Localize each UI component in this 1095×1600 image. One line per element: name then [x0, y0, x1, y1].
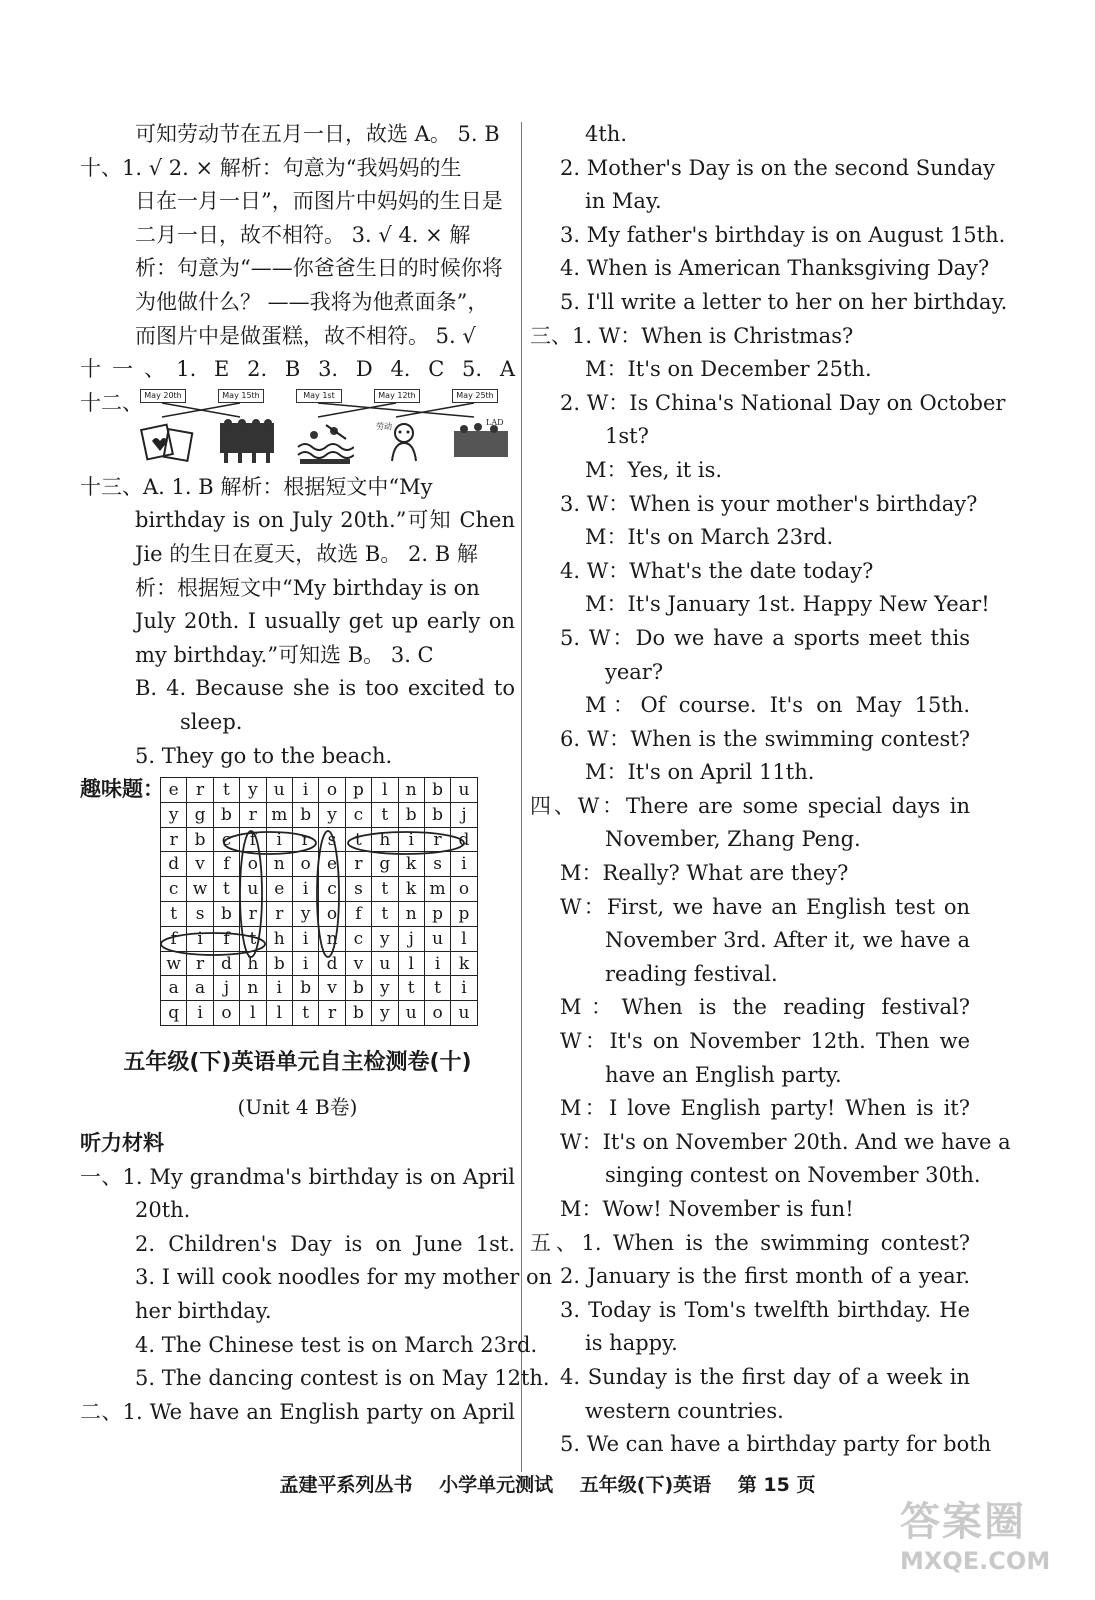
grid-cell: j [451, 802, 477, 827]
date-label-3: May 1st [296, 389, 342, 403]
grid-cell: l [398, 951, 424, 976]
grid-cell: r [266, 902, 292, 927]
grid-cell: p [345, 778, 371, 803]
grid-cell: d [451, 827, 477, 852]
listening-label: 听力材料 [80, 1131, 164, 1156]
left-column [80, 118, 553, 1429]
grid-cell: r [319, 1001, 345, 1026]
grid-cell: y [372, 1001, 398, 1026]
grid-cell: d [213, 951, 239, 976]
grid-cell: s [345, 877, 371, 902]
question-12 [80, 387, 515, 471]
grid-cell: a [161, 976, 187, 1001]
grid-cell: b [345, 976, 371, 1001]
grid-cell: r [187, 951, 213, 976]
runners-picture [218, 417, 276, 465]
grid-cell: r [292, 827, 318, 852]
answer-line: 十、1. √ 2. × 解析：句意为“我妈妈的生 [80, 155, 462, 180]
grid-cell: d [319, 951, 345, 976]
grid-cell: u [372, 951, 398, 976]
transcript-line: singing contest on November 30th. [605, 1163, 981, 1188]
grid-cell: r [240, 802, 266, 827]
grid-cell: d [161, 852, 187, 877]
circled-words [160, 777, 480, 1037]
listening-block [80, 1161, 553, 1430]
grid-cell: n [398, 778, 424, 803]
transcript-line: 3. Today is Tom's twelfth birthday. He [560, 1297, 970, 1322]
transcript-line: M：Of course. It's on May 15th. [585, 693, 970, 718]
watermark-bottom: MXQE.COM [900, 1547, 1051, 1575]
grid-cell: l [266, 1001, 292, 1026]
transcript-line: western countries. [585, 1398, 784, 1423]
test-title: 五年级(下)英语单元自主检测卷(十) [123, 1050, 472, 1076]
grid-cell: m [424, 877, 450, 902]
answer-line: birthday is on July 20th.”可知 Chen [135, 508, 515, 533]
transcript-line: 4th. [585, 122, 627, 146]
grid-cell: c [345, 802, 371, 827]
listening-line: 5. The dancing contest is on May 12th. [135, 1366, 550, 1391]
grid-cell: t [240, 926, 266, 951]
transcript-line: 3. W：When is your mother's birthday? [560, 491, 978, 516]
footer-grade: 五年级(下)英语 [579, 1474, 712, 1496]
footer-series: 孟建平系列丛书 [279, 1474, 413, 1496]
grid-cell: t [372, 877, 398, 902]
grid-cell: b [292, 976, 318, 1001]
grid-cell: f [240, 827, 266, 852]
grid-cell: c [213, 827, 239, 852]
grid-cell: r [424, 827, 450, 852]
grid-cell: b [398, 802, 424, 827]
grid-cell: v [345, 951, 371, 976]
answer-line: 可知劳动节在五月一日，故选 A。 5. B [135, 122, 500, 146]
answer-line: 析：根据短文中“My birthday is on [135, 575, 480, 600]
grid-cell: i [292, 778, 318, 803]
transcript-line: 五、1. When is the swimming contest? [530, 1230, 970, 1255]
grid-cell: t [292, 1001, 318, 1026]
grid-cell: u [240, 877, 266, 902]
transcript-line: 4. W：What's the date today? [560, 558, 874, 583]
test-subtitle: (Unit 4 B卷) [237, 1095, 358, 1120]
svg-text:LAD: LAD [486, 417, 504, 427]
grid-cell: q [161, 1001, 187, 1026]
grid-cell: u [451, 1001, 477, 1026]
grid-cell: b [424, 778, 450, 803]
transcript-line: 4. When is American Thanksgiving Day? [560, 256, 990, 281]
grid-cell: n [266, 852, 292, 877]
transcript-line: 4. Sunday is the first day of a week in [560, 1364, 970, 1389]
grid-cell: i [398, 827, 424, 852]
grid-cell: e [161, 778, 187, 803]
transcript-line: 6. W：When is the swimming contest? [560, 726, 970, 751]
answer-line: Jie 的生日在夏天，故选 B。 2. B 解 [135, 541, 478, 566]
transcript-line: M：Really? What are they? [560, 861, 849, 886]
grid-cell: f [161, 926, 187, 951]
grid-cell: s [319, 827, 345, 852]
matching-lines [140, 387, 510, 419]
grid-cell: p [424, 902, 450, 927]
grid-cell: t [424, 976, 450, 1001]
grid-cell: i [266, 827, 292, 852]
answer-block-b [80, 471, 515, 773]
workers-picture [452, 417, 510, 465]
grid-cell: g [187, 802, 213, 827]
listening-line: 3. I will cook noodles for my mother on [135, 1265, 553, 1290]
date-label-1: May 20th [140, 389, 186, 403]
transcript-line: reading festival. [605, 961, 778, 986]
grid-cell: b [187, 827, 213, 852]
transcript-line: M：When is the reading festival? [560, 995, 970, 1020]
grid-cell: i [292, 877, 318, 902]
grid-cell: e [266, 877, 292, 902]
grid-cell: i [292, 951, 318, 976]
transcript-line: November, Zhang Peng. [605, 827, 861, 852]
grid-cell: s [424, 852, 450, 877]
transcript-line: have an English party. [605, 1062, 842, 1087]
grid-cell: r [240, 902, 266, 927]
transcript-line: M：It's January 1st. Happy New Year! [585, 592, 990, 617]
transcript-line: W：It's on November 12th. Then we [560, 1029, 970, 1054]
grid-cell: b [424, 802, 450, 827]
grid-cell: k [398, 877, 424, 902]
grid-cell: b [213, 902, 239, 927]
grid-cell: r [187, 778, 213, 803]
grid-cell: j [213, 976, 239, 1001]
transcript-line: 1st? [605, 424, 649, 449]
grid-cell: b [213, 802, 239, 827]
grid-cell: t [161, 902, 187, 927]
fun-question-label: 趣味题： [80, 777, 164, 802]
grid-cell: y [161, 802, 187, 827]
grid-cell: t [345, 827, 371, 852]
transcript-line: M：Wow! November is fun! [560, 1197, 854, 1221]
grid-cell: t [213, 877, 239, 902]
grid-cell: n [398, 902, 424, 927]
grid-cell: u [424, 926, 450, 951]
transcript-line: 四、W：There are some special days in [530, 793, 970, 818]
transcript-line: 2. Mother's Day is on the second Sunday [560, 155, 996, 180]
grid-cell: n [319, 926, 345, 951]
transcript-line: is happy. [585, 1331, 678, 1356]
answer-line: 十一、1. E 2. B 3. D 4. C 5. A [80, 357, 515, 382]
grid-cell: c [161, 877, 187, 902]
grid-cell: y [240, 778, 266, 803]
transcript-line: 5. I'll write a letter to her on her birthday. [560, 289, 1008, 314]
grid-cell: h [372, 827, 398, 852]
grid-cell: n [240, 976, 266, 1001]
grid-cell: l [240, 1001, 266, 1026]
grid-cell: p [451, 902, 477, 927]
grid-cell: c [345, 926, 371, 951]
answer-line: sleep. [180, 709, 243, 734]
transcript-line: 2. W：Is China's National Day on October [560, 390, 1006, 415]
grid-cell: y [372, 926, 398, 951]
grid-cell: o [319, 778, 345, 803]
grid-cell: j [398, 926, 424, 951]
grid-cell: i [451, 976, 477, 1001]
right-column [530, 118, 1011, 1462]
grid-cell: v [187, 852, 213, 877]
transcript-line: 3. My father's birthday is on August 15th. [560, 222, 1006, 247]
watermark [900, 1490, 1080, 1590]
grid-cell: a [187, 976, 213, 1001]
grid-cell: v [319, 976, 345, 1001]
grid-cell: w [161, 951, 187, 976]
footer-book: 小学单元测试 [439, 1474, 554, 1496]
listening-line: 二、1. We have an English party on April [80, 1399, 515, 1424]
transcript-line: W：It's on November 20th. And we have a [560, 1129, 1011, 1154]
answer-block-a [80, 118, 515, 387]
grid-cell: k [451, 951, 477, 976]
grid-cell: t [213, 778, 239, 803]
grid-cell: r [345, 852, 371, 877]
listening-line: her birthday. [135, 1299, 272, 1324]
grid-cell: b [266, 951, 292, 976]
transcript-line: W：First, we have an English test on [560, 894, 970, 919]
grid-cell: i [187, 1001, 213, 1026]
grid-cell: o [213, 1001, 239, 1026]
grid-cell: y [292, 902, 318, 927]
grid-cell: o [240, 852, 266, 877]
grid-cell: g [372, 852, 398, 877]
grid-cell: o [451, 877, 477, 902]
grid-cell: o [292, 852, 318, 877]
grid-cell: l [451, 926, 477, 951]
grid-cell: m [266, 802, 292, 827]
grid-cell: y [372, 976, 398, 1001]
grid-cell: r [161, 827, 187, 852]
transcript-line: 2. January is the first month of a year. [560, 1264, 970, 1289]
listening-line: 一、1. My grandma's birthday is on April [80, 1164, 515, 1189]
transcript-line: M：Yes, it is. [585, 457, 723, 482]
grid-cell: e [319, 852, 345, 877]
matching-pictures [140, 387, 510, 469]
answer-line: 二月一日，故不相符。 3. √ 4. × 解 [135, 222, 471, 247]
transcript-line: November 3rd. After it, we have a [605, 928, 970, 953]
boy-picture [374, 417, 432, 465]
grid-cell: f [345, 902, 371, 927]
answer-line: 为他做什么？ ——我将为他煮面条”， [135, 289, 489, 314]
grid-cell: c [319, 877, 345, 902]
answer-line: B. 4. Because she is too excited to [135, 676, 515, 701]
grid-cell: f [213, 852, 239, 877]
grid-cell: u [451, 778, 477, 803]
listening-line: 20th. [135, 1198, 191, 1223]
swimmers-picture [296, 417, 354, 465]
grid-cell: k [398, 852, 424, 877]
answer-line: my birthday.”可知选 B。 3. C [135, 642, 434, 667]
footer-page: 第 15 页 [737, 1474, 816, 1496]
grid-cell: w [187, 877, 213, 902]
grid-cell: o [319, 902, 345, 927]
date-label-4: May 12th [374, 389, 420, 403]
date-label-2: May 15th [218, 389, 264, 403]
answer-line: 5. They go to the beach. [135, 743, 393, 768]
card-picture [140, 417, 198, 465]
transcript-line: in May. [585, 189, 662, 214]
transcript-line: M：It's on March 23rd. [585, 525, 834, 550]
grid-cell: i [187, 926, 213, 951]
answer-line: July 20th. I usually get up early on [135, 609, 515, 634]
grid-cell: u [398, 1001, 424, 1026]
grid-cell: o [424, 1001, 450, 1026]
transcript-line: 5. We can have a birthday party for both [560, 1432, 992, 1457]
date-label-5: May 25th [452, 389, 498, 403]
watermark-top: 答案圈 [900, 1499, 1026, 1545]
answer-line: 十三、A. 1. B 解析：根据短文中“My [80, 474, 433, 499]
svg-text:劳动: 劳动 [376, 421, 392, 431]
transcript-line: 三、1. W：When is Christmas? [530, 323, 854, 348]
grid-cell: l [372, 778, 398, 803]
grid-cell: i [451, 852, 477, 877]
grid-cell: b [292, 802, 318, 827]
answer-line: 而图片中是做蛋糕，故不相符。 5. √ [135, 323, 476, 348]
transcript-line: M：It's on April 11th. [585, 760, 815, 785]
answer-line: 析：句意为“——你爸爸生日的时候你将 [135, 256, 503, 281]
grid-cell: h [266, 926, 292, 951]
transcript-line: 5. W：Do we have a sports meet this [560, 625, 970, 650]
listening-line: 2. Children's Day is on June 1st. [135, 1231, 515, 1256]
transcript-line: year? [605, 659, 664, 684]
grid-cell: b [345, 1001, 371, 1026]
grid-cell: t [372, 902, 398, 927]
grid-cell: i [424, 951, 450, 976]
grid-cell: f [213, 926, 239, 951]
question-12-label: 十二、 [80, 390, 143, 415]
grid-cell: t [372, 802, 398, 827]
grid-cell: h [240, 951, 266, 976]
grid-cell: i [292, 926, 318, 951]
grid-cell: u [266, 778, 292, 803]
word-search-puzzle [80, 773, 515, 1033]
listening-line: 4. The Chinese test is on March 23rd. [135, 1332, 538, 1357]
grid-cell: t [398, 976, 424, 1001]
answer-line: 日在一月一日”，而图片中妈妈的生日是 [135, 189, 503, 214]
grid-cell: s [187, 902, 213, 927]
transcript-line: M：It's on December 25th. [585, 357, 872, 382]
grid-cell: y [319, 802, 345, 827]
transcript-line: M：I love English party! When is it? [560, 1096, 970, 1121]
grid-cell: i [266, 976, 292, 1001]
